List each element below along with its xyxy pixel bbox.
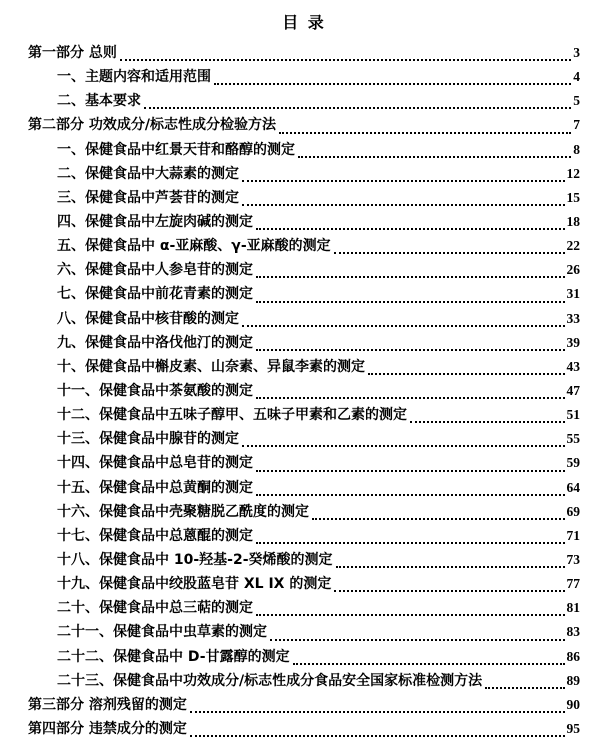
toc-entry[interactable] (28, 41, 580, 65)
toc-entry-page-number: 51 (566, 407, 580, 423)
toc-entry-page-number: 83 (566, 624, 580, 640)
toc-entry-page-number: 90 (566, 696, 580, 712)
toc-entry[interactable] (28, 234, 580, 258)
dot-leader (214, 65, 571, 85)
toc-entry-page-number: 73 (566, 551, 580, 567)
toc-entry-label: 二十二、保健食品中 D-甘露醇的测定 (57, 648, 290, 665)
toc-entry-label: 第三部分 溶剂残留的测定 (28, 696, 187, 713)
dot-leader (120, 41, 571, 61)
toc-entry[interactable] (28, 500, 580, 524)
dot-leader (368, 355, 565, 375)
dot-leader (242, 162, 565, 182)
dot-leader (334, 234, 565, 254)
toc-entry[interactable] (28, 669, 580, 693)
toc-entry-label: 十一、保健食品中茶氨酸的测定 (57, 382, 253, 399)
toc-entry-label: 十八、保健食品中 10-羟基-2-癸烯酸的测定 (57, 551, 333, 568)
dot-leader (190, 717, 565, 737)
toc-entry-page-number: 59 (566, 455, 580, 471)
dot-leader (242, 186, 565, 206)
toc-entry[interactable] (28, 282, 580, 306)
toc-entry-page-number: 7 (573, 117, 580, 133)
toc-entry[interactable] (28, 451, 580, 475)
dot-leader (256, 331, 565, 351)
toc-entry[interactable] (28, 186, 580, 210)
dot-leader (410, 403, 565, 423)
toc-list (28, 41, 580, 741)
toc-entry[interactable] (28, 210, 580, 234)
toc-entry[interactable] (28, 89, 580, 113)
toc-entry-label: 十九、保健食品中绞股蓝皂苷 XL IX 的测定 (57, 576, 332, 593)
toc-entry[interactable] (28, 524, 580, 548)
toc-entry[interactable] (28, 620, 580, 644)
dot-leader (256, 476, 565, 496)
toc-entry[interactable] (28, 693, 580, 717)
toc-entry-page-number: 5 (573, 93, 580, 109)
toc-entry[interactable] (28, 717, 580, 741)
toc-entry-page-number: 81 (566, 600, 580, 616)
toc-entry-label: 十五、保健食品中总黄酮的测定 (57, 479, 253, 496)
toc-entry-label: 十六、保健食品中壳聚糖脱乙酰度的测定 (57, 503, 309, 520)
toc-entry[interactable] (28, 403, 580, 427)
toc-entry-page-number: 43 (566, 358, 580, 374)
toc-entry-label: 一、主题内容和适用范围 (57, 69, 211, 86)
dot-leader (334, 572, 564, 592)
dot-leader (293, 645, 565, 665)
toc-entry-page-number: 69 (566, 503, 580, 519)
toc-entry-page-number: 8 (573, 141, 580, 157)
toc-entry-page-number: 47 (566, 382, 580, 398)
toc-entry[interactable] (28, 548, 580, 572)
toc-entry-label: 十七、保健食品中总蒽醌的测定 (57, 527, 253, 544)
toc-entry-label: 七、保健食品中前花青素的测定 (57, 286, 253, 303)
toc-entry-label: 二十三、保健食品中功效成分/标志性成分食品安全国家标准检测方法 (57, 672, 483, 689)
dot-leader (256, 210, 565, 230)
toc-entry-label: 第一部分 总则 (28, 44, 117, 61)
toc-entry[interactable] (28, 645, 580, 669)
toc-entry-label: 六、保健食品中人参皂苷的测定 (57, 262, 253, 279)
dot-leader (312, 500, 565, 520)
toc-entry-page-number: 89 (566, 672, 580, 688)
toc-entry-label: 一、保健食品中红景天苷和酪醇的测定 (57, 141, 295, 158)
toc-entry-label: 四、保健食品中左旋肉碱的测定 (57, 213, 253, 230)
toc-entry-page-number: 77 (566, 576, 580, 592)
dot-leader (242, 307, 565, 327)
toc-entry-page-number: 22 (566, 238, 580, 254)
toc-entry-page-number: 12 (566, 165, 580, 181)
toc-entry-label: 十二、保健食品中五味子醇甲、五味子甲素和乙素的测定 (57, 407, 407, 424)
toc-entry-page-number: 55 (566, 431, 580, 447)
toc-entry-label: 十四、保健食品中总皂苷的测定 (57, 455, 253, 472)
toc-entry-label: 九、保健食品中洛伐他汀的测定 (57, 334, 253, 351)
toc-entry-page-number: 31 (566, 286, 580, 302)
page-title: 目 录 (282, 13, 326, 32)
toc-entry-page-number: 26 (566, 262, 580, 278)
toc-entry-label: 二十一、保健食品中虫草素的测定 (57, 624, 267, 641)
dot-leader (256, 596, 565, 616)
toc-entry-label: 八、保健食品中核苷酸的测定 (57, 310, 239, 327)
toc-entry-page-number: 71 (566, 527, 580, 543)
toc-entry[interactable] (28, 162, 580, 186)
dot-leader (279, 113, 571, 133)
toc-entry-label: 十三、保健食品中腺苷的测定 (57, 431, 239, 448)
toc-entry-page-number: 4 (573, 69, 580, 85)
toc-entry[interactable] (28, 476, 580, 500)
toc-entry[interactable] (28, 138, 580, 162)
dot-leader (298, 138, 571, 158)
toc-entry[interactable] (28, 331, 580, 355)
toc-entry-page-number: 64 (566, 479, 580, 495)
dot-leader (256, 524, 565, 544)
dot-leader (256, 282, 565, 302)
toc-entry-label: 第二部分 功效成分/标志性成分检验方法 (28, 117, 276, 134)
dot-leader (270, 620, 565, 640)
toc-entry-label: 五、保健食品中 α-亚麻酸、γ-亚麻酸的测定 (57, 238, 331, 255)
dot-leader (336, 548, 565, 568)
toc-entry-label: 二十、保健食品中总三萜的测定 (57, 600, 253, 617)
dot-leader (256, 451, 565, 471)
toc-entry[interactable] (28, 379, 580, 403)
toc-entry[interactable] (28, 65, 580, 89)
toc-entry-label: 第四部分 违禁成分的测定 (28, 720, 187, 737)
toc-entry-page-number: 18 (566, 213, 580, 229)
toc-entry-label: 十、保健食品中槲皮素、山奈素、异鼠李素的测定 (57, 358, 365, 375)
toc-entry-page-number: 33 (566, 310, 580, 326)
dot-leader (242, 427, 565, 447)
toc-entry-label: 二、基本要求 (57, 93, 141, 110)
dot-leader (485, 669, 564, 689)
toc-entry[interactable] (28, 355, 580, 379)
toc-entry[interactable] (28, 258, 580, 282)
toc-entry[interactable] (28, 596, 580, 620)
toc-entry[interactable] (28, 572, 580, 596)
toc-entry-label: 二、保健食品中大蒜素的测定 (57, 165, 239, 182)
dot-leader (256, 379, 565, 399)
toc-entry-label: 三、保健食品中芦荟苷的测定 (57, 189, 239, 206)
toc-entry-page-number: 86 (566, 648, 580, 664)
dot-leader (190, 693, 565, 713)
toc-entry-page-number: 39 (566, 334, 580, 350)
toc-entry-page-number: 95 (566, 720, 580, 736)
dot-leader (144, 89, 571, 109)
toc-entry-page-number: 15 (566, 189, 580, 205)
dot-leader (256, 258, 565, 278)
toc-entry[interactable] (28, 427, 580, 451)
toc-entry[interactable] (28, 113, 580, 137)
toc-entry-page-number: 3 (573, 44, 580, 60)
toc-entry[interactable] (28, 307, 580, 331)
